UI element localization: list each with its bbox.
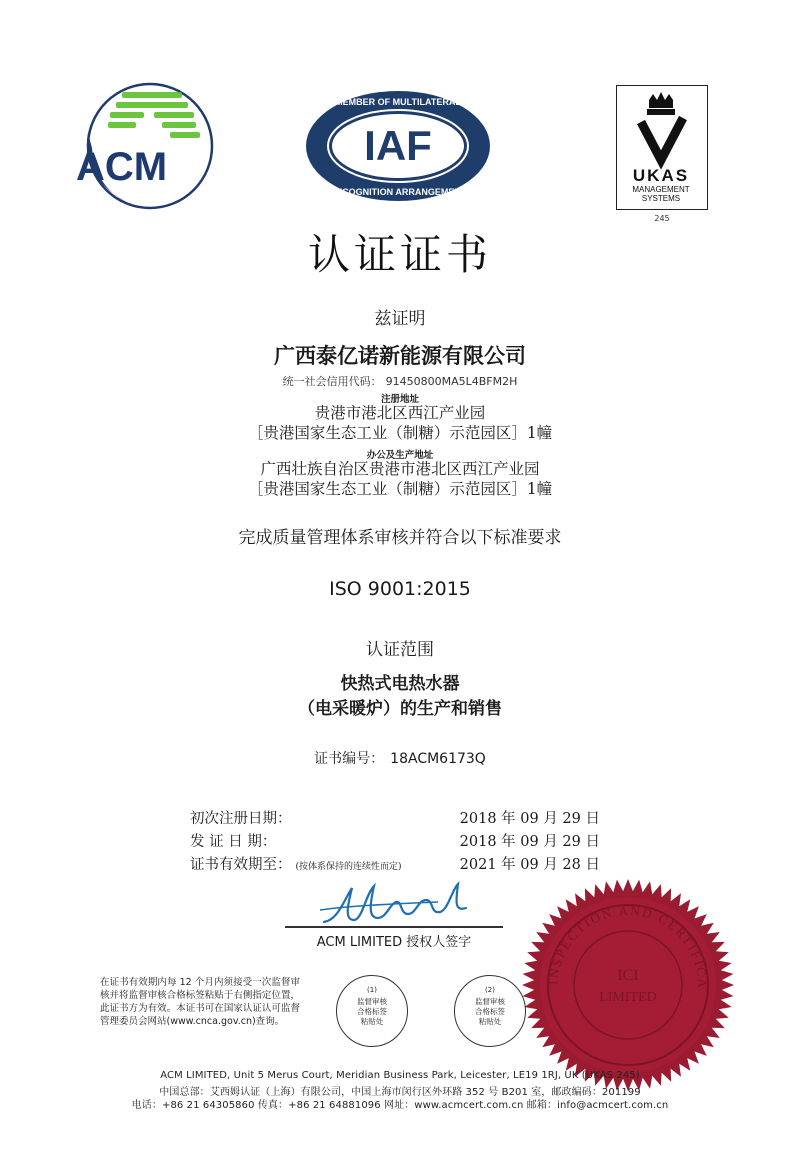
ukas-name: UKAS xyxy=(632,166,690,185)
office-address-line1: 广西壮族自治区贵港市港北区西江产业园 xyxy=(260,460,540,478)
acm-logo-text: ACM xyxy=(76,145,168,189)
stamp-box-number: (1) xyxy=(367,986,377,994)
issue-date-label: 发 证 日 期： xyxy=(190,834,277,850)
footer-address-uk: ACM LIMITED, Unit 5 Merus Court, Meridian Business Park, Leicester, LE19 1RJ, UK (UKAS 245) xyxy=(160,1070,640,1081)
stamp-box-line: 监督审核 xyxy=(357,997,387,1006)
signature-line xyxy=(285,926,503,928)
stamp-box-line: 监督审核 xyxy=(475,997,505,1006)
surveillance-notice: 在证书有效期内每 12 个月内须接受一次监督审核并将监督审核合格标签粘贴于右侧指定位置，此证书方为有效。本证书可在国家认证认可监督管理委员会网站(www.cnca.gov.cn)查询。 xyxy=(100,977,300,1027)
valid-until-label: 证书有效期至： xyxy=(190,857,292,873)
stamp-box-line: 粘贴处 xyxy=(478,1017,502,1026)
office-address-line2: ［贵港国家生态工业（制糖）示范园区］1幢 xyxy=(247,480,553,498)
seal-center-top: ICI xyxy=(617,967,639,984)
iaf-logo xyxy=(303,88,493,204)
first-registration-label: 初次注册日期： xyxy=(190,811,292,827)
iaf-ring-bottom-text: RECOGNITION ARRANGEMENT xyxy=(329,187,467,197)
ukas-logo xyxy=(616,85,708,210)
credit-code-line xyxy=(0,373,800,389)
acm-logo xyxy=(70,78,220,218)
valid-until-date: 2021 年 09 月 28 日 xyxy=(459,857,600,873)
office-address-label: 办公及生产地址 xyxy=(366,450,434,461)
stamp-box-number: (2) xyxy=(485,986,495,994)
footer-contact: 电话：+86 21 64305860 传真：+86 21 64881096 网址：www.acmcert.com.cn 邮箱：info@acmcert.com.cn xyxy=(131,1100,669,1111)
footer-address-china: 中国总部：艾西姆认证（上海）有限公司，中国上海市闵行区外环路 352 号 B201 室，邮政编码：201199 xyxy=(159,1087,641,1098)
valid-until-note: (按体系保持的连续性而定) xyxy=(295,862,402,872)
stamp-box-line: 合格标签 xyxy=(475,1007,505,1016)
issue-date-row xyxy=(190,830,600,852)
certificate-number-label: 证书编号： xyxy=(314,751,385,767)
stamp-box-line: 粘贴处 xyxy=(360,1017,384,1026)
valid-until-row xyxy=(190,853,600,875)
scope-label: 认证范围 xyxy=(366,640,434,660)
company-name: 广西泰亿诺新能源有限公司 xyxy=(274,344,526,368)
compliance-statement: 完成质量管理体系审核并符合以下标准要求 xyxy=(238,528,562,548)
scope-text xyxy=(0,672,800,722)
red-seal xyxy=(518,875,738,1095)
certificate-number: 18ACM6173Q xyxy=(390,751,486,767)
stamp-box-2 xyxy=(454,975,526,1047)
registered-address-label: 注册地址 xyxy=(380,394,419,405)
signer-caption: ACM LIMITED 授权人签字 xyxy=(316,935,472,950)
first-registration-date: 2018 年 09 月 29 日 xyxy=(459,811,600,827)
seal-center-bottom: LIMITED xyxy=(599,990,657,1005)
certify-text: 兹证明 xyxy=(374,309,426,329)
iaf-ring-top-text: MEMBER OF MULTILATERAL xyxy=(335,97,461,107)
ukas-sub1: MANAGEMENT xyxy=(632,185,690,194)
ukas-sub2: SYSTEMS xyxy=(641,194,681,203)
registered-address xyxy=(0,403,800,443)
credit-code-label: 统一社会信用代码： xyxy=(282,375,382,388)
standard-name: ISO 9001:2015 xyxy=(329,578,471,600)
scope-line2: （电采暖炉）的生产和销售 xyxy=(298,699,502,719)
certificate-title: 认证证书 xyxy=(307,230,492,279)
office-address xyxy=(0,459,800,499)
certificate-number-line xyxy=(0,748,800,768)
stamp-box-1 xyxy=(336,975,408,1047)
first-registration-row xyxy=(190,807,600,829)
stamp-box-line: 合格标签 xyxy=(357,1007,387,1016)
registered-address-line2: ［贵港国家生态工业（制糖）示范园区］1幢 xyxy=(247,424,553,442)
scope-line1: 快热式电热水器 xyxy=(340,674,460,694)
seal-ring-text: INSPECTION AND CERTIFICA xyxy=(545,902,711,989)
iaf-logo-text: IAF xyxy=(364,122,432,169)
registered-address-line1: 贵港市港北区西江产业园 xyxy=(314,404,486,422)
issue-date: 2018 年 09 月 29 日 xyxy=(459,834,600,850)
valid-until-label-group xyxy=(190,853,402,874)
credit-code-value: 91450800MA5L4BFM2H xyxy=(385,375,518,388)
handwritten-signature xyxy=(318,880,478,930)
ukas-number: 245 xyxy=(654,214,670,223)
